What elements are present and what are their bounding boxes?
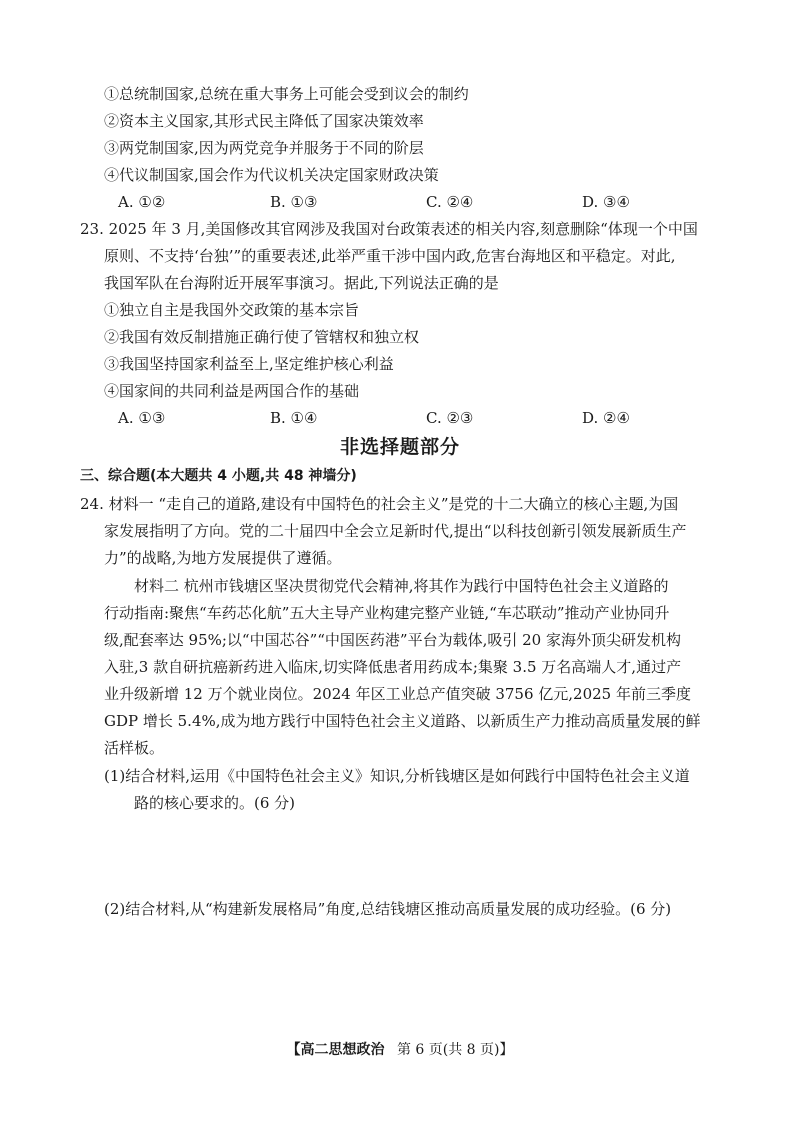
q24-material1-line-2: 家发展指明了方向。党的二十届四中全会立足新时代,提出“以科技创新引领发展新质生产 xyxy=(104,522,687,540)
q24-material2-line-4: 入驻,3 款自研抗癌新药进入临床,切实降低患者用药成本;集聚 3.5 万名高端人才,通过产 xyxy=(104,658,682,676)
q24-material1-line-3: 力”的战略,为地方发展提供了遵循。 xyxy=(104,549,342,567)
q23-statement-4: ④国家间的共同利益是两国合作的基础 xyxy=(104,382,360,400)
q24-material2-line-5: 业升级新增 12 万个就业岗位。2024 年区工业总产值突破 3756 亿元,2025 年前三季度 xyxy=(104,685,691,703)
q22-statement-2: ②资本主义国家,其形式民主降低了国家决策效率 xyxy=(104,112,424,130)
q24-material2-line-1: 材料二 杭州市钱塘区坚决贯彻党代会精神,将其作为践行中国特色社会主义道路的 xyxy=(134,577,669,595)
footer-subject: 【高二思想政治 xyxy=(286,1042,385,1058)
section-title: 非选择题部分 xyxy=(339,436,460,458)
q22-option-b: B. ①③ xyxy=(270,193,318,211)
section-heading: 三、综合题(本大题共 4 小题,共 48 神墙分) xyxy=(80,468,357,484)
q23-stem-line-3: 我国军队在台海附近开展军事演习。据此,下列说法正确的是 xyxy=(104,274,499,292)
q24-material2-line-7: 活样板。 xyxy=(104,739,165,757)
page-footer xyxy=(0,1040,800,1060)
q23-statement-2: ②我国有效反制措施正确行使了管辖权和独立权 xyxy=(104,328,420,346)
q24-part1-line-1: (1)结合材料,运用《中国特色社会主义》知识,分析钱塘区是如何践行中国特色社会主义道 xyxy=(104,767,690,785)
q22-option-c: C. ②④ xyxy=(426,193,474,211)
q23-option-d: D. ②④ xyxy=(582,409,630,427)
q23-option-b: B. ①④ xyxy=(270,409,318,427)
q24-part2-line-1: (2)结合材料,从“构建新发展格局”角度,总结钱塘区推动高质量发展的成功经验。(6 分) xyxy=(104,900,672,918)
q24-material2-line-6: GDP 增长 5.4%,成为地方践行中国特色社会主义道路、以新质生产力推动高质量发展的鲜 xyxy=(104,712,701,730)
q22-option-d: D. ③④ xyxy=(582,193,630,211)
q23-option-c: C. ②③ xyxy=(426,409,474,427)
q23-stem-line-2: 原则、不支持‘台独’”的重要表述,此举严重干涉中国内政,危害台海地区和平稳定。对此, xyxy=(104,247,676,265)
q24-material1-line-1: 24. 材料一 “走自己的道路,建设有中国特色的社会主义”是党的十二大确立的核心主题,为国 xyxy=(80,495,679,513)
q24-material2-line-2: 行动指南:聚焦“车药芯化航”五大主导产业构建完整产业链,“车芯联动”推动产业协同升 xyxy=(104,604,670,622)
q22-statement-4: ④代议制国家,国会作为代议机关决定国家财政决策 xyxy=(104,166,439,184)
q23-statement-3: ③我国坚持国家利益至上,坚定维护核心利益 xyxy=(104,355,394,373)
q23-option-a: A. ①③ xyxy=(118,409,166,427)
q24-part1-line-2: 路的核心要求的。(6 分) xyxy=(134,794,296,812)
q22-option-a: A. ①② xyxy=(118,193,166,211)
footer-page-number: 第 6 页(共 8 页)】 xyxy=(396,1042,514,1058)
q22-statement-3: ③两党制国家,因为两党竞争并服务于不同的阶层 xyxy=(104,139,424,157)
q23-statement-1: ①独立自主是我国外交政策的基本宗旨 xyxy=(104,301,360,319)
q23-stem-line-1: 23. 2025 年 3 月,美国修改其官网涉及我国对台政策表述的相关内容,刻意删除“体现一个中国 xyxy=(80,220,698,238)
q24-material2-line-3: 级,配套率达 95%;以“中国芯谷”“中国医药港”平台为载体,吸引 20 家海外顶尖研发机构 xyxy=(104,631,681,649)
q22-statement-1: ①总统制国家,总统在重大事务上可能会受到议会的制约 xyxy=(104,85,469,103)
